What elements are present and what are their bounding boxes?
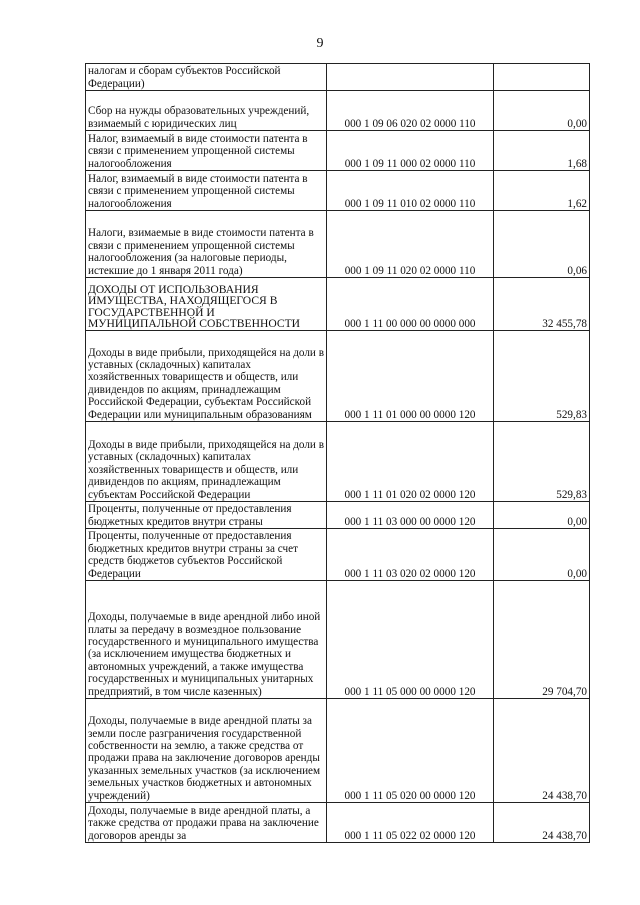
row-name-cell: налогам и сборам субъектов Российской Федерации) (86, 64, 327, 91)
row-code-cell: 000 1 11 03 020 02 0000 120 (327, 529, 494, 581)
row-name-cell: Проценты, полученные от предоставления бюджетных кредитов внутри страны (86, 502, 327, 529)
section-heading-cell: ДОХОДЫ ОТ ИСПОЛЬЗОВАНИЯ ИМУЩЕСТВА, НАХОДЯЩЕГОСЯ В ГОСУДАРСТВЕННОЙ И МУНИЦИПАЛЬНОЙ СОБСТВЕННОСТИ (86, 278, 327, 331)
row-code-cell: 000 1 09 11 000 02 0000 110 (327, 131, 494, 171)
row-name-cell: Доходы, получаемые в виде арендной либо иной платы за передачу в возмездное пользование государственного и муниципального имущества (за исключением имущества бюджетных и автономных учреждений, а также имущества государственных и муниципальных унитарных предприятий, в том числе казенных) (86, 581, 327, 699)
row-code-cell: 000 1 11 00 000 00 0000 000 (327, 278, 494, 331)
row-sum-cell: 529,83 (494, 331, 590, 422)
row-sum-cell: 24 438,70 (494, 699, 590, 803)
table-row (86, 699, 590, 803)
row-sum-cell: 1,62 (494, 171, 590, 211)
row-name-cell: Доходы в виде прибыли, приходящейся на доли в уставных (складочных) капиталах хозяйственных товариществ и обществ, или дивидендов по акциям, принадлежащим субъектам Российской Федерации (86, 422, 327, 502)
table-row (86, 803, 590, 843)
row-sum-cell: 29 704,70 (494, 581, 590, 699)
table-row (86, 64, 590, 91)
row-code-cell: 000 1 09 06 020 02 0000 110 (327, 91, 494, 131)
row-code-cell: 000 1 11 05 000 00 0000 120 (327, 581, 494, 699)
table-row (86, 278, 590, 331)
row-name-cell: Налог, взимаемый в виде стоимости патента в связи с применением упрощенной системы налогообложения (86, 171, 327, 211)
row-name-cell: Доходы в виде прибыли, приходящейся на доли в уставных (складочных) капиталах хозяйственных товариществ и обществ, или дивидендов по акциям, принадлежащим Российской Федерации, субъектам Российской Федерации или муниципальным образованиям (86, 331, 327, 422)
table-row (86, 331, 590, 422)
row-code-cell: 000 1 11 05 022 02 0000 120 (327, 803, 494, 843)
row-name-cell: Доходы, получаемые в виде арендной платы, а также средства от продажи права на заключение договоров аренды за (86, 803, 327, 843)
row-sum-cell: 0,00 (494, 91, 590, 131)
table-row (86, 529, 590, 581)
row-code-cell: 000 1 09 11 010 02 0000 110 (327, 171, 494, 211)
table-row (86, 91, 590, 131)
row-sum-cell: 0,06 (494, 211, 590, 278)
row-name-cell: Сбор на нужды образовательных учреждений, взимаемый с юридических лиц (86, 91, 327, 131)
table-row (86, 502, 590, 529)
table-row (86, 422, 590, 502)
table-row (86, 131, 590, 171)
row-sum-cell: 529,83 (494, 422, 590, 502)
table-row (86, 171, 590, 211)
row-code-cell: 000 1 11 01 020 02 0000 120 (327, 422, 494, 502)
row-name-cell: Проценты, полученные от предоставления бюджетных кредитов внутри страны за счет средств бюджетов субъектов Российской Федерации (86, 529, 327, 581)
row-name-cell: Доходы, получаемые в виде арендной платы за земли после разграничения государственной собственности на землю, а также средства от продажи права на заключение договоров аренды указанных земельных участков (за исключением земельных участков бюджетных и автономных учреждений) (86, 699, 327, 803)
row-sum-cell (494, 64, 590, 91)
row-code-cell: 000 1 11 03 000 00 0000 120 (327, 502, 494, 529)
revenue-table (85, 63, 590, 843)
row-name-cell: Налог, взимаемый в виде стоимости патента в связи с применением упрощенной системы налогообложения (86, 131, 327, 171)
row-code-cell: 000 1 11 05 020 00 0000 120 (327, 699, 494, 803)
row-code-cell: 000 1 09 11 020 02 0000 110 (327, 211, 494, 278)
row-name-cell: Налоги, взимаемые в виде стоимости патента в связи с применением упрощенной системы налогообложения (за налоговые периоды, истекшие до 1 января 2011 года) (86, 211, 327, 278)
row-code-cell: 000 1 11 01 000 00 0000 120 (327, 331, 494, 422)
table-row (86, 211, 590, 278)
row-sum-cell: 1,68 (494, 131, 590, 171)
table-row (86, 581, 590, 699)
row-sum-cell: 32 455,78 (494, 278, 590, 331)
row-sum-cell: 0,00 (494, 529, 590, 581)
row-sum-cell: 24 438,70 (494, 803, 590, 843)
row-sum-cell: 0,00 (494, 502, 590, 529)
row-code-cell (327, 64, 494, 91)
page-number: 9 (316, 36, 324, 51)
